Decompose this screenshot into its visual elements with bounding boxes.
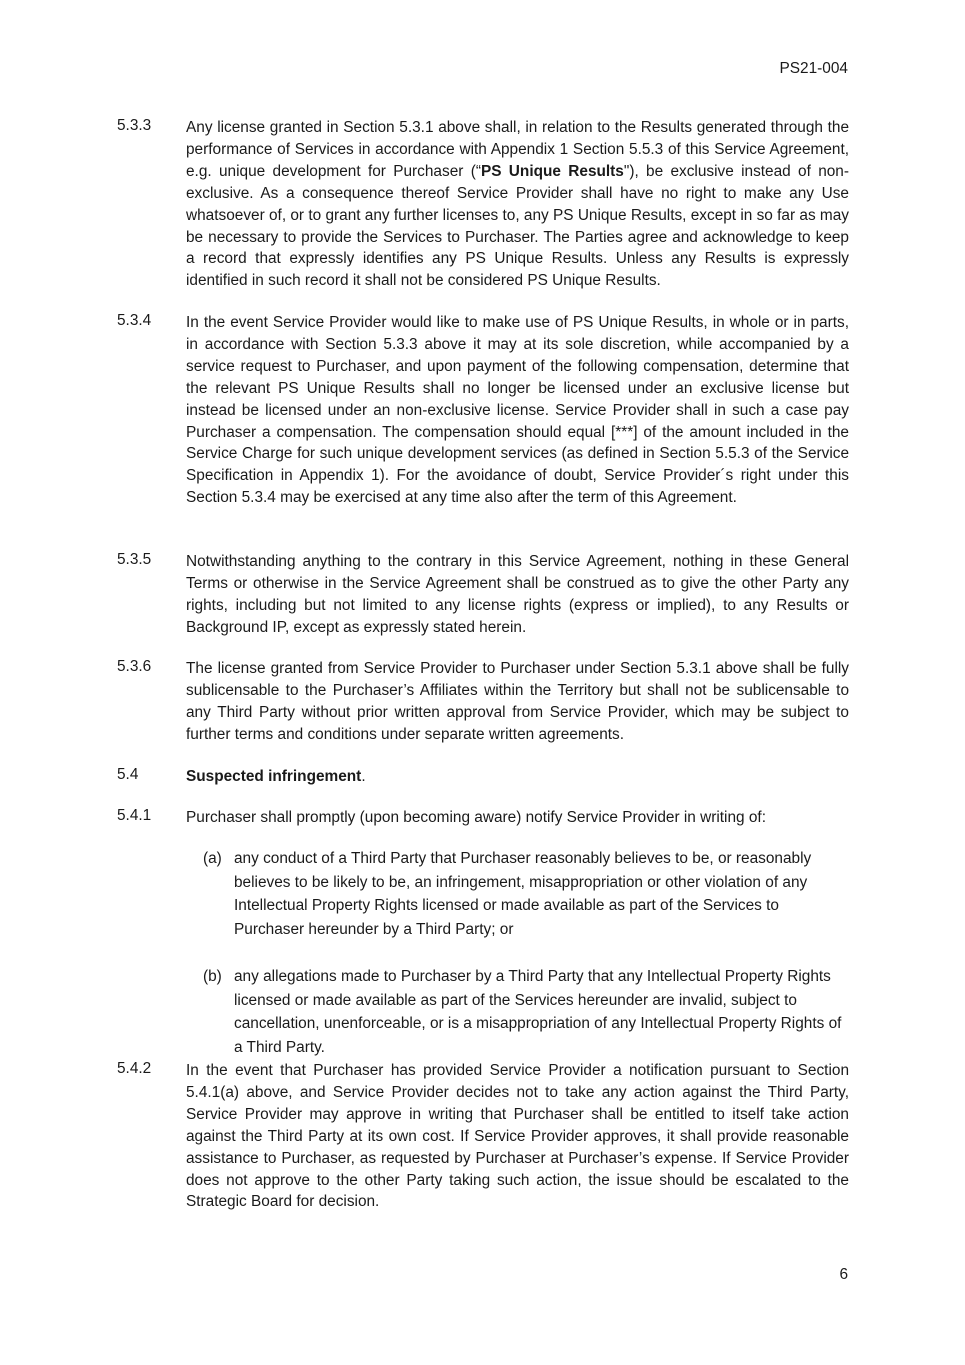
clause-number: 5.3.3 — [117, 117, 152, 134]
clause-text: Notwithstanding anything to the contrary in this Service Agreement, nothing in these General Terms or otherwise in the Service Agreement shall be construed as to give the other Party any rights, including but not limited to any license rights (express or implied), to any Results or Background IP, except as expressly stated herein. — [186, 553, 849, 636]
clause-number: 5.3.5 — [117, 551, 152, 568]
clause-number: 5.3.6 — [117, 658, 152, 675]
clause-5-4-1 — [117, 807, 849, 829]
clause-text: The license granted from Service Provider to Purchaser under Section 5.3.1 above shall be fully sublicensable to the Purchaser’s Affiliates within the Territory but shall not be sublicensable to any Third Party without prior written approval from Service Provider, which may be subject to further terms and conditions under separate written agreements. — [186, 660, 849, 743]
defined-term: PS Unique Results — [480, 162, 624, 180]
sub-item-b — [203, 965, 849, 1059]
sub-item-label: (a) — [203, 850, 222, 867]
clause-5-3-3 — [117, 117, 849, 292]
clause-5-3-5 — [117, 551, 849, 639]
clause-number: 5.4.1 — [117, 807, 152, 824]
page-number: 6 — [839, 1266, 848, 1283]
clause-text: Purchaser shall promptly (upon becoming aware) notify Service Provider in writing of: — [186, 809, 766, 826]
clause-5-3-4 — [117, 312, 849, 509]
clause-text: Any license granted in Section 5.3.1 above shall, in relation to the Results generated through the performance of Services in accordance with Appendix 1 Section 5.5.3 of this Service Agreement, e.g. unique development for Purchaser (“PS Unique Results"), be exclusive instead of non-exclusive. As a consequence thereof Service Provider shall have no right to make any Use whatsoever of, or to grant any further licenses to, any PS Unique Results, except in so far as may be necessary to provide the Services to Purchaser. The Parties agree and acknowledge to keep a record that expressly identifies any PS Unique Results. Unless any Results is expressly identified in such record it shall not be considered PS Unique Results. — [186, 119, 849, 290]
clause-number: 5.3.4 — [117, 312, 152, 329]
section-heading: Suspected infringement. — [186, 768, 366, 785]
sub-item-text: any allegations made to Purchaser by a Third Party that any Intellectual Property Rights licensed or made available as part of the Services hereunder are invalid, subject to cancellation, unenforceable, or is a misappropriation of any Intellectual Property Rights of a Third Party. — [234, 968, 842, 1056]
clause-text: In the event that Purchaser has provided Service Provider a notification pursuant to Section 5.4.1(a) above, and Service Provider decides not to take any action against the Third Party, Service Provider may approve in writing that Purchaser shall be entitled to itself take action against the Third Party at its own cost. If Service Provider approves, it shall provide reasonable assistance to Purchaser, as requested by Purchaser at Purchaser’s expense. If Service Provider does not approve to the other Party taking such action, the issue should be escalated to the Strategic Board for decision. — [186, 1062, 849, 1211]
section-number: 5.4 — [117, 766, 139, 783]
sub-item-a — [203, 847, 849, 941]
section-5-4-heading — [117, 766, 849, 788]
clause-5-4-2 — [117, 1060, 849, 1213]
sub-item-text: any conduct of a Third Party that Purchaser reasonably believes to be, or reasonably believes to be likely to be, an infringement, misappropriation or other violation of any Intellectual Property Rights licensed or made available as part of the Services to Purchaser hereunder by a Third Party; or — [234, 850, 812, 938]
clause-text: In the event Service Provider would like to make use of PS Unique Results, in whole or in parts, in accordance with Section 5.3.3 above it may at its sole discretion, while accompanied by a service request to Purchaser, and upon payment of the following compensation, determine that the relevant PS Unique Results shall no longer be licensed under an exclusive license but instead be licensed under an non-exclusive license. Service Provider shall in such a case pay Purchaser a compensation. The compensation should equal [***] of the amount included in the Service Charge for such unique development services (as defined in Section 5.5.3 of the Service Specification in Appendix 1). For the avoidance of doubt, Service Provider´s right under this Section 5.3.4 may be exercised at any time also after the term of this Agreement. — [186, 314, 849, 507]
clause-5-3-6 — [117, 658, 849, 746]
document-reference: PS21-004 — [779, 60, 848, 77]
sub-item-label: (b) — [203, 968, 222, 985]
clause-number: 5.4.2 — [117, 1060, 152, 1077]
